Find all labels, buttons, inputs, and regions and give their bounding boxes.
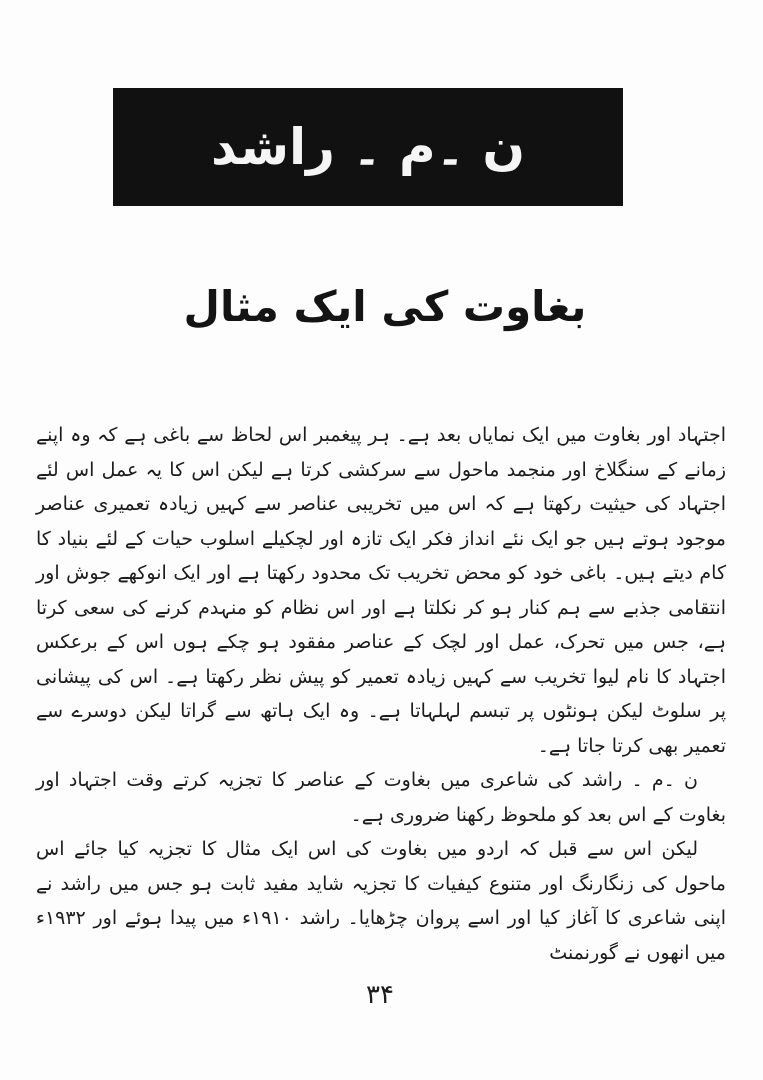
paragraph-1: اجتہاد اور بغاوت میں ایک نمایاں بعد ہے۔ ہر پیغمبر اس لحاظ سے باغی ہے کہ وہ اپنے زمانے کے سنگلاخ اور منجمد ماحول سے سرکشی کرتا ہے لیکن اس کا یہ عمل اس لئے اجتہاد کی حیثیت رکھتا ہے کہ اس میں تخریبی عناصر سے کہیں زیادہ تعمیری عناصر موجود ہوتے ہیں جو ایک نئے انداز فکر ایک تازہ اور لچکیلے اسلوب حیات کے لئے بنیاد کا کام دیتے ہیں۔ باغی خود کو محض تخریب تک محدود رکھتا ہے اور ایک انوکھے جوش اور انتقامی جذبے سے ہم کنار ہو کر نکلتا ہے اور اس نظام کو منہدم کرنے کی سعی کرتا ہے، جس میں تحرک، عمل اور لچک کے عناصر مفقود ہو چکے ہوں اس کے برعکس اجتہاد کا نام لیوا تخریب سے کہیں زیادہ تعمیر کو پیش نظر رکھتا ہے۔ اس کی پیشانی پر سلوٹ لیکن ہونٹوں پر تبسم لہلہاتا ہے۔ وہ ایک ہاتھ سے گراتا لیکن دوسرے سے تعمیر بھی کرتا جاتا ہے۔ [36, 424, 726, 757]
author-banner [113, 88, 623, 206]
paragraph-2: ن ۔م ۔ راشد کی شاعری میں بغاوت کے عناصر کا تجزیہ کرتے وقت اجتہاد اور بغاوت کے اس بعد کو ملحوظ رکھنا ضروری ہے۔ [36, 769, 726, 826]
page-number: ۳۴ [366, 980, 394, 1010]
author-name: ن ۔م ۔ راشد [210, 118, 526, 176]
chapter-title: بغاوت کی ایک مثال [183, 282, 587, 331]
body-text [36, 418, 726, 970]
paragraph-3: لیکن اس سے قبل کہ اردو میں بغاوت کی اس ایک مثال کا تجزیہ کیا جائے اس ماحول کی زنگارنگ اور متنوع کیفیات کا تجزیہ شاید مفید ثابت ہو جس میں راشد نے اپنی شاعری کا آغاز کیا اور اسے پروان چڑھایا۔ راشد ۱۹۱۰ء میں پیدا ہوئے اور ۱۹۳۲ء میں انھوں نے گورنمنٹ [36, 838, 727, 964]
